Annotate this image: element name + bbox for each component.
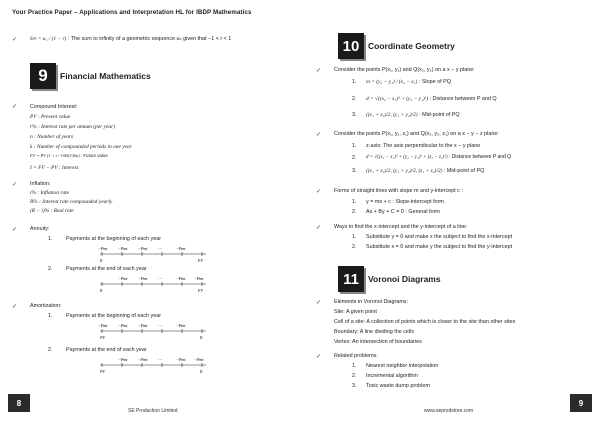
- midpoint3d-formula: ((x₁ + x₂)/2, (y₁ + y₂)/2, (z₁ + z₂)/2): [366, 168, 443, 174]
- slope-line: [366, 79, 451, 85]
- pmt-label: −Pmt: [118, 323, 128, 328]
- pmt-label: −Pmt: [98, 323, 108, 328]
- check-icon: ✓: [316, 354, 322, 360]
- midpoint-text: : Mid-point of PQ: [419, 112, 460, 118]
- num-label: 3.: [352, 112, 357, 118]
- pv-label: PV: [100, 335, 106, 340]
- problems-heading: Related problems:: [334, 353, 378, 359]
- section-9-title: Financial Mathematics: [60, 71, 151, 81]
- section-9-badge: 9: [30, 63, 56, 89]
- pmt-label: −Pmt: [138, 246, 148, 251]
- midpoint3d-line: [366, 168, 484, 174]
- num-label: 1.: [352, 199, 357, 205]
- num-label: 2.: [48, 266, 53, 272]
- section-10-title: Coordinate Geometry: [368, 41, 455, 51]
- dots-label: ···: [158, 246, 163, 251]
- dots-label: ···: [158, 276, 163, 281]
- fv-label: FV: [198, 258, 204, 263]
- check-icon: ✓: [12, 304, 18, 310]
- pmt-label: −Pmt: [176, 323, 186, 328]
- pmt-label: −Pmt: [176, 276, 186, 281]
- check-icon: ✓: [12, 37, 18, 43]
- amortization-heading: Amortization:: [30, 303, 62, 309]
- amortization-item-2: Payments at the end of each year: [66, 347, 147, 353]
- midpoint-line: [366, 112, 460, 118]
- problem-item: Toxic waste dump problem: [366, 383, 430, 389]
- general-form-line: Ax + By + C = 0 : General form: [366, 209, 440, 215]
- check-icon: ✓: [12, 227, 18, 233]
- problem-item: Nearest neighbor interpolation: [366, 363, 439, 369]
- distance3d-line: [366, 155, 511, 161]
- compound-line: r% : Interest rate per annum (per year): [30, 124, 115, 130]
- page-number-left: 8: [8, 394, 30, 412]
- amortization-end-timeline: [96, 355, 216, 377]
- compound-line: PV : Present value: [30, 114, 71, 120]
- slope-formula: m = (y₂ − y₁) / (x₂ − x₁): [366, 79, 418, 85]
- lines-heading: Forms of straight lines with slope m and y-intercept c :: [334, 188, 463, 194]
- check-icon: ✓: [316, 225, 322, 231]
- dots-label: ···: [158, 357, 163, 362]
- num-label: 2.: [352, 209, 357, 215]
- check-icon: ✓: [316, 300, 322, 306]
- zero-label: 0: [200, 335, 203, 340]
- distance3d-formula: d = √((x₂ − x₁)² + (y₂ − y₁)² + (z₂ − z₁)²): [366, 155, 448, 160]
- points2d-heading: Consider the points P(x₁, y₁) and Q(x₂, y₂) on a x − y plane:: [334, 67, 475, 73]
- compound-line: k : Number of compounded periods in one year: [30, 144, 132, 150]
- pv-label: PV: [100, 369, 106, 374]
- pmt-label: −Pmt: [138, 357, 148, 362]
- check-icon: ✓: [316, 132, 322, 138]
- num-label: 3.: [352, 168, 357, 174]
- distance3d-text: : Distance between P and Q: [448, 154, 512, 160]
- distance-text: : Distance between P and Q: [429, 96, 497, 102]
- voronoi-heading: Elements in Voronoi Diagrams:: [334, 299, 409, 305]
- intercepts-heading: Ways to find the x-intercept and the y-intercept of a line:: [334, 224, 468, 230]
- num-label: 1.: [352, 143, 357, 149]
- voronoi-line: Vertex: An intersection of boundaries: [334, 339, 422, 345]
- section-9-header: [30, 63, 151, 89]
- pmt-label: −Pmt: [194, 276, 204, 281]
- midpoint-formula: ((x₁ + x₂)/2, (y₁ + y₂)/2): [366, 112, 418, 118]
- inflation-line: i% : Inflation rate: [30, 190, 70, 196]
- voronoi-line: Site: A given point: [334, 309, 377, 315]
- section-11-header: [338, 266, 441, 292]
- fv-label: FV: [198, 288, 204, 293]
- x-intercept-line: Substitute y = 0 and make x the subject to find the x-intercept: [366, 234, 513, 240]
- check-icon: ✓: [12, 104, 18, 110]
- pmt-label: −Pmt: [98, 246, 108, 251]
- num-label: 2.: [352, 155, 357, 161]
- page-header-title: Your Practice Paper – Applications and Interpretation HL for IBDP Mathematics: [12, 9, 252, 16]
- section-11-badge: 11: [338, 266, 364, 292]
- pmt-label: −Pmt: [118, 357, 128, 362]
- right-page: [300, 0, 600, 424]
- compound-line: n : Number of years: [30, 134, 74, 140]
- voronoi-line: Cell of a site: A collection of points which is closer to the site than other sites: [334, 319, 516, 325]
- points3d-heading: Consider the points P(x₁, y₁, z₁) and Q(x₂, y₂, z₂) on a x − y − z plane:: [334, 131, 499, 137]
- slope-text: : Slope of PQ: [418, 79, 451, 85]
- distance-formula: d = √((x₂ − x₁)² + (y₂ − y₁)²): [366, 96, 429, 102]
- pmt-label: −Pmt: [138, 323, 148, 328]
- annuity-begin-timeline: [96, 244, 216, 266]
- num-label: 2.: [352, 244, 357, 250]
- fv-text: : Future value: [80, 153, 108, 158]
- num-label: 1.: [48, 313, 53, 319]
- fv-formula: FV = PV (1 + r / 100k)^(kn): [30, 153, 80, 158]
- geo-sum-formula: S∞ = u₁ / (1 − r): [30, 36, 67, 42]
- annuity-item-2: Payments at the end of each year: [66, 266, 147, 272]
- section-10-badge: 10: [338, 33, 364, 59]
- check-icon: ✓: [12, 182, 18, 188]
- zero-label: 0: [100, 258, 103, 263]
- check-icon: ✓: [316, 189, 322, 195]
- geo-sum-line: [30, 36, 231, 42]
- fv-line: [30, 153, 108, 158]
- section-10-header: [338, 33, 455, 59]
- pmt-label: −Pmt: [118, 276, 128, 281]
- num-label: 2.: [352, 96, 357, 102]
- num-label: 1.: [48, 236, 53, 242]
- num-label: 1.: [352, 363, 357, 369]
- num-label: 1.: [352, 234, 357, 240]
- zero-label: 0: [200, 369, 203, 374]
- interest-line: I = FV − PV : Interest: [30, 165, 79, 171]
- website-text: www.seprodstore.com: [424, 408, 474, 414]
- dots-label: ···: [158, 323, 163, 328]
- annuity-end-timeline: [96, 274, 216, 296]
- pmt-label: −Pmt: [138, 276, 148, 281]
- midpoint3d-text: : Mid-point of PQ: [443, 168, 485, 174]
- y-intercept-line: Substitute x = 0 and make y the subject to find the y-intercept: [366, 244, 513, 250]
- num-label: 3.: [352, 383, 357, 389]
- num-label: 2.: [48, 347, 53, 353]
- pmt-label: −Pmt: [194, 357, 204, 362]
- pmt-label: −Pmt: [176, 246, 186, 251]
- page-number-right: 9: [570, 394, 592, 412]
- pmt-label: −Pmt: [176, 357, 186, 362]
- section-11-title: Voronoi Diagrams: [368, 274, 441, 284]
- amortization-begin-timeline: [96, 321, 216, 343]
- inflation-heading: Inflation:: [30, 181, 51, 187]
- distance-line: [366, 96, 497, 102]
- annuity-item-1: Payments at the beginning of each year: [66, 236, 161, 242]
- voronoi-line: Boundary: A line dividing the cells: [334, 329, 415, 335]
- problem-item: Incremental algorithm: [366, 373, 418, 379]
- check-icon: ✓: [316, 68, 322, 74]
- amortization-item-1: Payments at the beginning of each year: [66, 313, 161, 319]
- zero-label: 0: [100, 288, 103, 293]
- z-axis-line: z-axis: The axis perpendicular to the x − y plane: [366, 143, 481, 149]
- pmt-label: −Pmt: [118, 246, 128, 251]
- publisher-text: SE Production Limited: [128, 408, 178, 414]
- geo-sum-text: : The sum to infinity of a geometric sequence uₙ given that −1 < r < 1: [67, 36, 232, 42]
- slope-intercept-line: y = mx + c : Slope-intercept form: [366, 199, 444, 205]
- inflation-line: R% : Interest rate compounded yearly: [30, 199, 113, 205]
- compound-heading: Compound Interest:: [30, 104, 78, 110]
- annuity-heading: Annuity:: [30, 226, 50, 232]
- num-label: 2.: [352, 373, 357, 379]
- num-label: 1.: [352, 79, 357, 85]
- inflation-line: (R − i)% : Real rate: [30, 208, 74, 214]
